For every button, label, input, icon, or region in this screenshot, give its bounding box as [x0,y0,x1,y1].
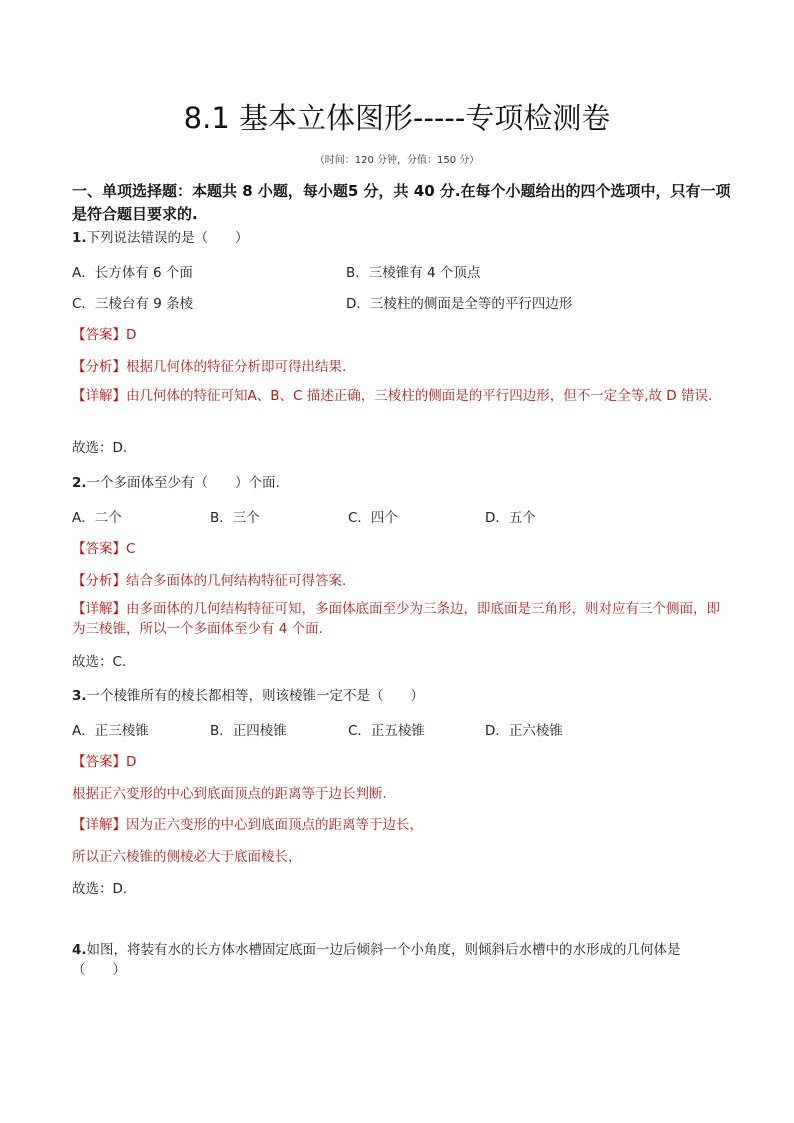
question-1-text: 下列说法错误的是（ ） [86,230,249,246]
analysis-tag: 【分析】 [72,359,126,375]
question-1-analysis [72,355,346,375]
answer-value: D [126,327,137,343]
question-2-analysis [72,569,346,589]
question-3-stem [72,684,424,704]
answer-tag: 【答案】 [72,327,126,343]
question-3-detail [72,813,423,833]
question-3-option-b: B．正四棱锥 [210,723,287,739]
detail-tag: 【详解】 [72,601,126,617]
question-4-stem [72,940,722,980]
question-4-number: 4. [72,942,87,958]
question-2-number: 2. [72,475,87,491]
question-1-option-d: D．三棱柱的侧面是全等的平行四边形 [346,296,573,312]
analysis-text: 根据几何体的特征分析即可得出结果. [126,359,347,375]
detail-text: 由几何体的特征可知A、B、C 描述正确，三棱柱的侧面是的平行四边形，但不一定全等,故 D 错误. [126,388,713,404]
question-2-option-d: D．五个 [485,510,536,526]
question-1-answer [72,323,136,343]
section-heading: 一、单项选择题：本题共 8 小题，每小题5 分，共 40 分.在每个小题给出的四个选项中，只有一项是符合题目要求的. [72,182,731,223]
question-1-number: 1. [72,230,87,246]
question-3-analysis: 根据正六变形的中心到底面顶点的距离等于边长判断. [72,786,387,802]
question-2-stem [72,471,280,491]
detail-tag: 【详解】 [72,388,126,404]
question-3-option-d: D．正六棱锥 [485,723,563,739]
question-2-conclusion: 故选：C. [72,654,127,670]
question-2-option-a: A．二个 [72,510,122,526]
question-2-text: 一个多面体至少有（ ）个面. [86,475,280,491]
question-1-stem [72,226,249,246]
question-2-answer [72,537,135,557]
question-2-detail [72,599,722,639]
question-4-text: 如图，将装有水的长方体水槽固定底面一边后倾斜一个小角度，则倾斜后水槽中的水形成的几何体是（ ） [72,942,681,978]
document-subtitle: （时间：120 分钟，分值：150 分） [314,155,480,166]
answer-value: D [126,754,137,770]
question-1-option-c: C．三棱台有 9 条棱 [72,296,194,312]
answer-tag: 【答案】 [72,754,126,770]
detail-text: 由多面体的几何结构特征可知，多面体底面至少为三条边，即底面是三角形，则对应有三个侧面，即为三棱锥，所以一个多面体至少有 4 个面. [72,601,720,637]
question-1-option-b: B．三棱锥有 4 个顶点 [346,265,481,281]
question-3-text: 一个棱锥所有的棱长都相等，则该棱锥一定不是（ ） [86,688,425,704]
detail-tag: 【详解】 [72,817,126,833]
question-3-number: 3. [72,688,87,704]
analysis-tag: 【分析】 [72,573,126,589]
answer-value: C [126,541,136,557]
analysis-text: 结合多面体的几何结构特征可得答案. [126,573,347,589]
question-2-option-b: B．三个 [210,510,260,526]
detail-text: 因为正六变形的中心到底面顶点的距离等于边长， [126,817,423,833]
question-3-option-c: C．正五棱锥 [348,723,425,739]
question-2-option-c: C．四个 [348,510,398,526]
question-3-detail-continued: 所以正六棱锥的侧棱必大于底面棱长， [72,849,302,865]
question-1-option-a: A．长方体有 6 个面 [72,265,193,281]
question-1-detail [72,386,722,406]
document-title: 8.1 基本立体图形-----专项检测卷 [183,101,611,135]
question-1-conclusion: 故选：D. [72,440,128,456]
question-3-answer [72,750,136,770]
answer-tag: 【答案】 [72,541,126,557]
question-3-conclusion: 故选：D. [72,881,128,897]
question-3-option-a: A．正三棱锥 [72,723,149,739]
